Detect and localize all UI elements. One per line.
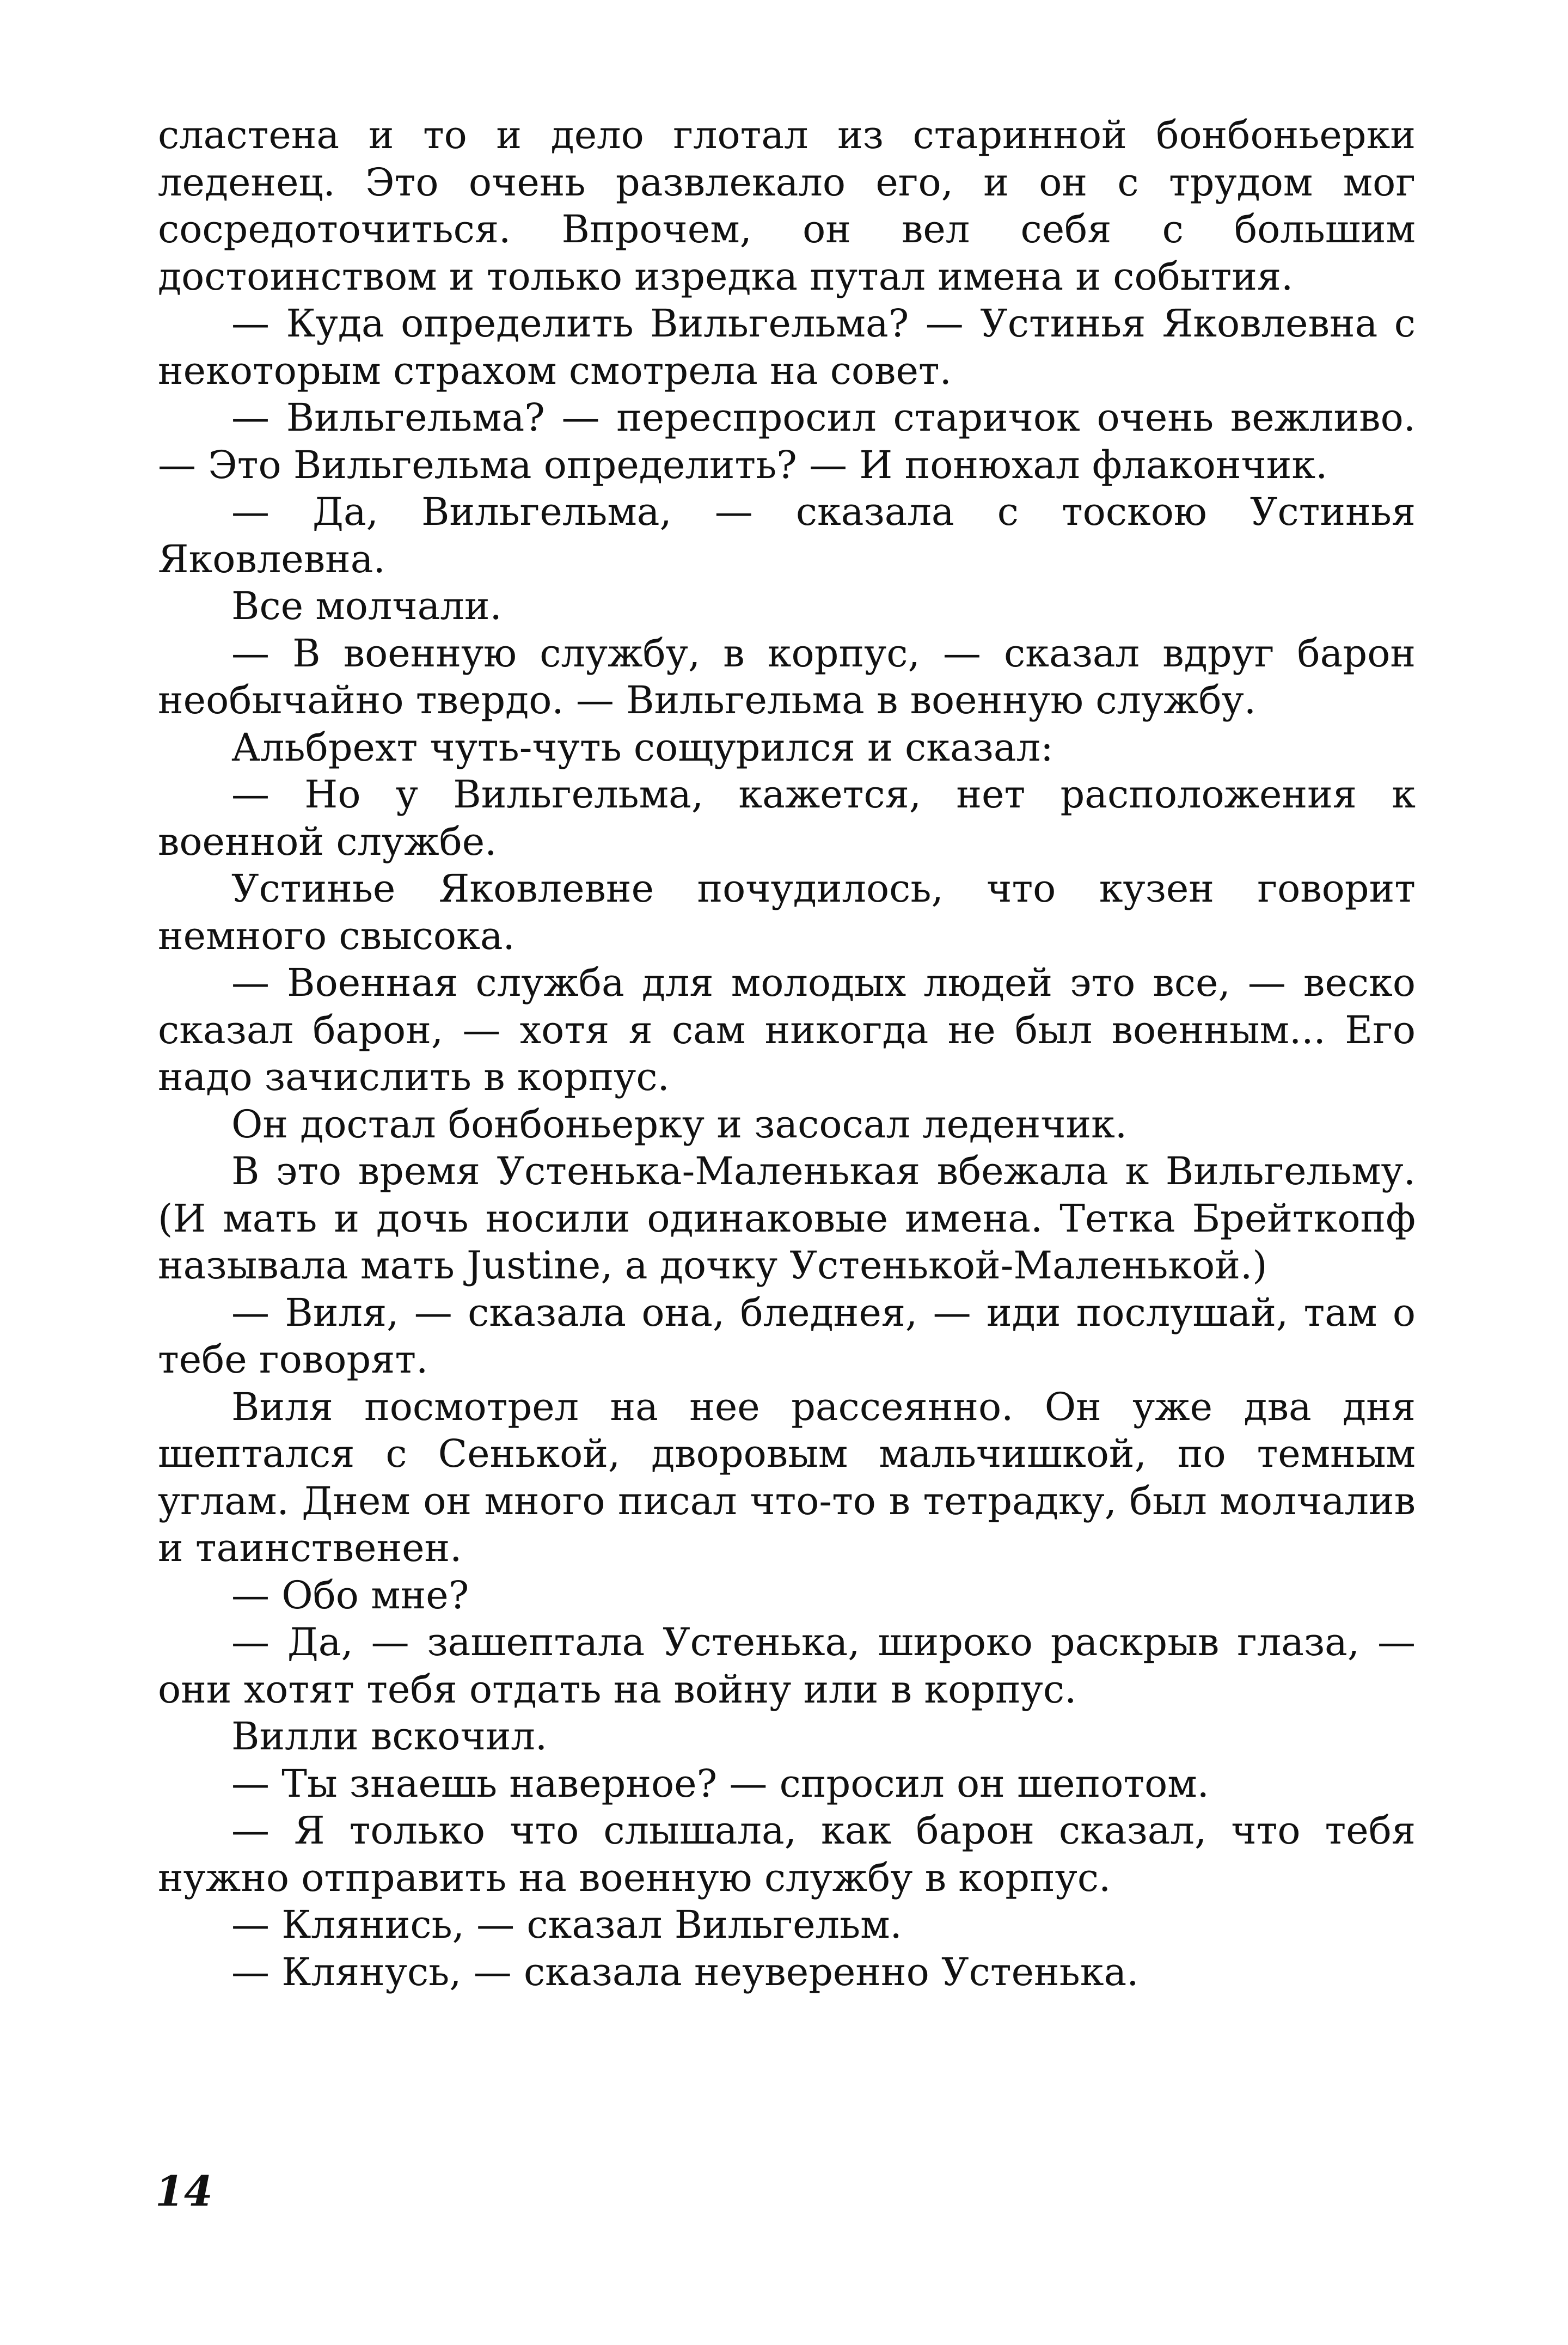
paragraph: Все молчали. — [231, 584, 502, 628]
body-text — [158, 112, 1416, 1995]
paragraph: — Военная служба для молодых людей это все, — веско сказал барон, — хотя я сам никогда не был военным... Его надо зачислить в корпус. — [158, 960, 1416, 1099]
paragraph: — В военную службу, в корпус, — сказал вдруг барон необычайно твердо. — Вильгельма в военную службу. — [158, 630, 1416, 723]
paragraph: — Вильгельма? — переспросил старичок очень вежливо. — Это Вильгельма определить? — И понюхал флакончик. — [158, 395, 1416, 487]
paragraph: В это время Устенька-Маленькая вбежала к Вильгельму. (И мать и дочь носили одинаковые имена. Тетка Брейткопф называла мать Justine, а дочку Устенькой-Маленькой.) — [158, 1149, 1416, 1288]
paragraph: сластена и то и дело глотал из старинной бонбоньерки леденец. Это очень развлекало его, и он с трудом мог сосредоточиться. Впрочем, он вел себя с большим достоинством и только изредка путал имена и события. — [158, 113, 1416, 299]
paragraph: Виля посмотрел на нее рассеянно. Он уже два дня шептался с Сенькой, дворовым мальчишкой, по темным углам. Днем он много писал что-то в тетрадку, был молчалив и таинственен. — [158, 1384, 1416, 1570]
paragraph: — Клянись, — сказал Вильгельм. — [231, 1902, 902, 1947]
paragraph: — Но у Вильгельма, кажется, нет расположения к военной службе. — [158, 772, 1416, 864]
paragraph: — Я только что слышала, как барон сказал, что тебя нужно отправить на военную службу в корпус. — [158, 1808, 1416, 1900]
paragraph: Устинье Яковлевне почудилось, что кузен говорит немного свысока. — [158, 866, 1416, 958]
paragraph: — Виля, — сказала она, бледнея, — иди послушай, там о тебе говорят. — [158, 1290, 1416, 1382]
paragraph: — Куда определить Вильгельма? — Устинья Яковлевна с некоторым страхом смотрела на совет. — [158, 301, 1416, 393]
paragraph: Он достал бонбоньерку и засосал леденчик. — [231, 1101, 1128, 1147]
paragraph: — Да, Вильгельма, — сказала с тоскою Устинья Яковлевна. — [158, 489, 1416, 581]
paragraph: — Да, — зашептала Устенька, широко раскрыв глаза, — они хотят тебя отдать на войну или в корпус. — [158, 1620, 1416, 1712]
page-number: 14 — [155, 2167, 213, 2215]
paragraph: — Ты знаешь наверное? — спросил он шепотом. — [231, 1761, 1209, 1806]
paragraph: — Клянусь, — сказала неуверенно Устенька. — [231, 1949, 1139, 1994]
paragraph: Альбрехт чуть-чуть сощурился и сказал: — [231, 725, 1054, 770]
paragraph: Вилли вскочил. — [231, 1714, 548, 1759]
paragraph: — Обо мне? — [231, 1572, 469, 1618]
